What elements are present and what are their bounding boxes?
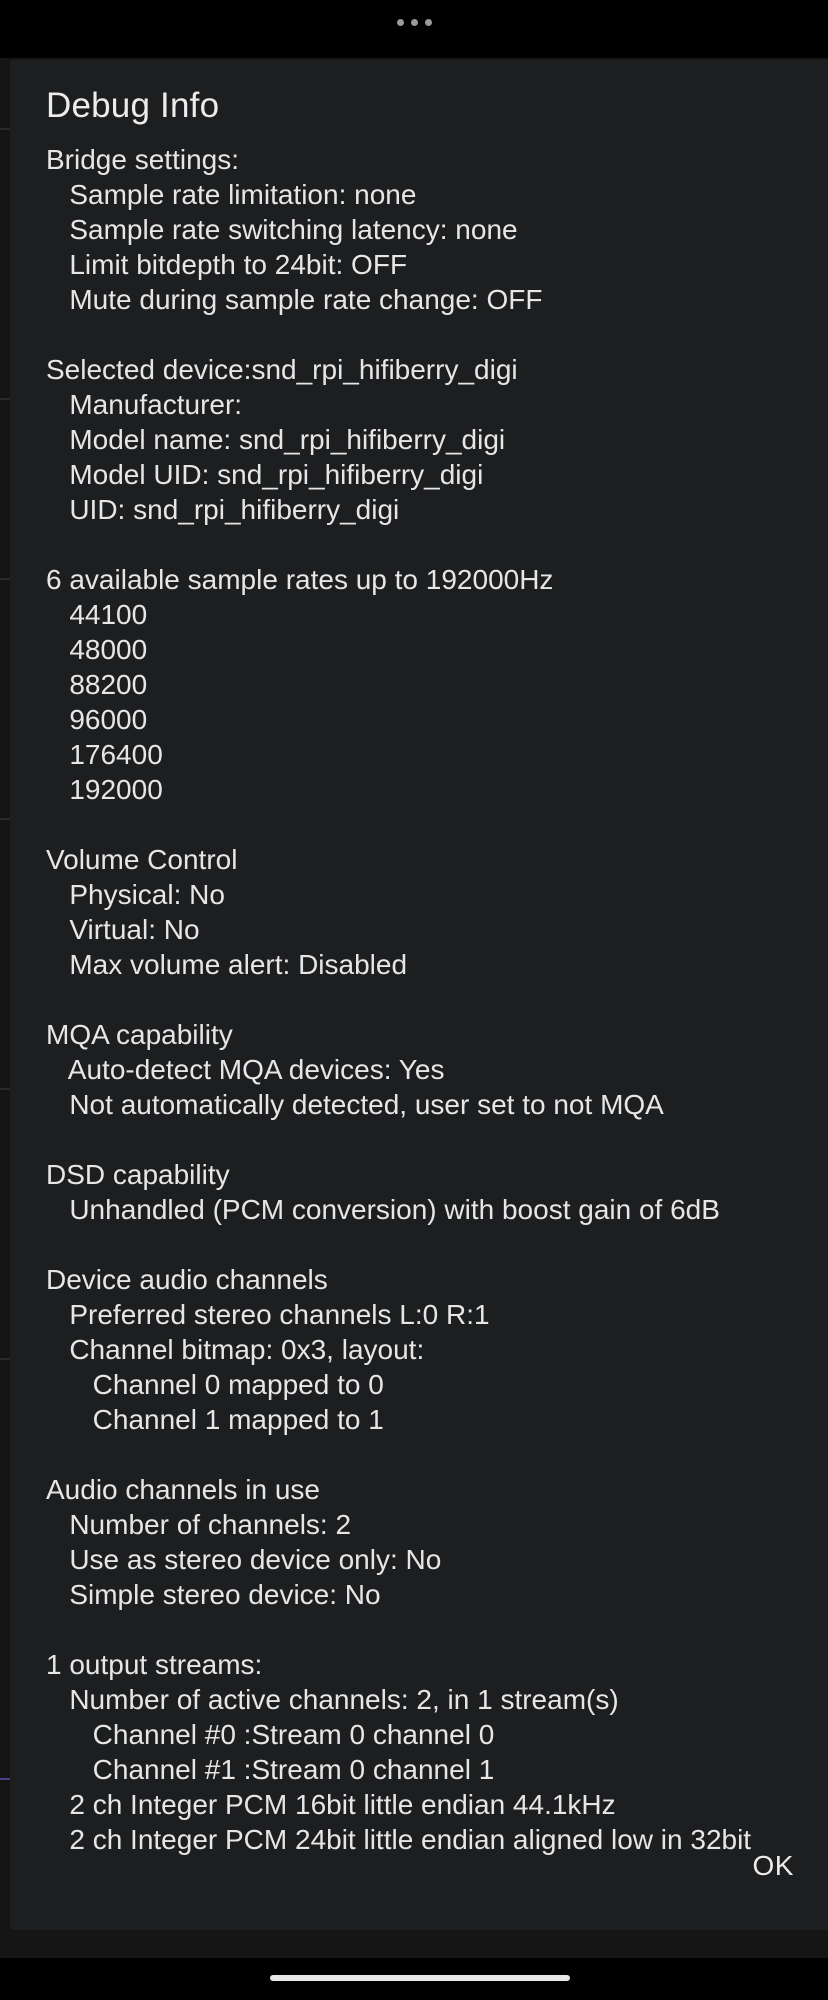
debug-line: Unhandled (PCM conversion) with boost gain of 6dB xyxy=(46,1194,720,1225)
debug-line: 176400 xyxy=(46,739,163,770)
debug-line: 6 available sample rates up to 192000Hz xyxy=(46,564,554,595)
debug-line: 192000 xyxy=(46,774,163,805)
dialog-title: Debug Info xyxy=(46,86,220,125)
debug-line: Number of channels: 2 xyxy=(46,1509,352,1540)
debug-line: Channel #0 :Stream 0 channel 0 xyxy=(46,1719,495,1750)
home-indicator[interactable] xyxy=(270,1975,570,1981)
debug-line: Number of active channels: 2, in 1 stream(s) xyxy=(46,1684,619,1715)
blank-line xyxy=(46,807,828,842)
debug-line: Volume Control xyxy=(46,844,238,875)
debug-line: Channel 1 mapped to 1 xyxy=(46,1404,384,1435)
debug-line: Model name: snd_rpi_hifiberry_digi xyxy=(46,424,506,455)
debug-line: Model UID: snd_rpi_hifiberry_digi xyxy=(46,459,484,490)
debug-line: Sample rate limitation: none xyxy=(46,179,417,210)
debug-line: Bridge settings: xyxy=(46,144,239,175)
debug-line: Channel 0 mapped to 0 xyxy=(46,1369,384,1400)
debug-line: Channel bitmap: 0x3, layout: xyxy=(46,1334,425,1365)
more-options-icon[interactable] xyxy=(0,10,828,34)
debug-line: 2 ch Integer PCM 16bit little endian 44.1kHz xyxy=(46,1789,616,1820)
ok-button[interactable]: OK xyxy=(737,1840,810,1892)
debug-line: 96000 xyxy=(46,704,148,735)
blank-line xyxy=(46,1122,828,1157)
debug-line: DSD capability xyxy=(46,1159,230,1190)
debug-line: MQA capability xyxy=(46,1019,233,1050)
debug-line: 44100 xyxy=(46,599,148,630)
debug-line: 48000 xyxy=(46,634,148,665)
blank-line xyxy=(46,982,828,1017)
debug-line: UID: snd_rpi_hifiberry_digi xyxy=(46,494,400,525)
debug-line: Virtual: No xyxy=(46,914,200,945)
debug-info-scroll[interactable] xyxy=(10,142,828,1902)
debug-line: Auto-detect MQA devices: Yes xyxy=(46,1054,445,1085)
debug-line: Max volume alert: Disabled xyxy=(46,949,408,980)
debug-line: 2 ch Integer PCM 24bit little endian aligned low in 32bit xyxy=(46,1824,752,1855)
blank-line xyxy=(46,317,828,352)
blank-line xyxy=(46,1227,828,1262)
debug-line: Physical: No xyxy=(46,879,225,910)
debug-line: Channel #1 :Stream 0 channel 1 xyxy=(46,1754,495,1785)
debug-line: Mute during sample rate change: OFF xyxy=(46,284,543,315)
debug-line: Manufacturer: xyxy=(46,389,243,420)
debug-line: Audio channels in use xyxy=(46,1474,320,1505)
debug-line: Sample rate switching latency: none xyxy=(46,214,518,245)
debug-line: 88200 xyxy=(46,669,148,700)
blank-line xyxy=(46,1612,828,1647)
debug-info-dialog xyxy=(10,60,828,1930)
debug-line: 1 output streams: xyxy=(46,1649,263,1680)
debug-line: Limit bitdepth to 24bit: OFF xyxy=(46,249,408,280)
blank-line xyxy=(46,1437,828,1472)
debug-line: Simple stereo device: No xyxy=(46,1579,381,1610)
debug-line: Device audio channels xyxy=(46,1264,328,1295)
debug-info-text xyxy=(10,142,828,1857)
debug-line: Not automatically detected, user set to not MQA xyxy=(46,1089,664,1120)
debug-line: Preferred stereo channels L:0 R:1 xyxy=(46,1299,490,1330)
blank-line xyxy=(46,527,828,562)
debug-line: Use as stereo device only: No xyxy=(46,1544,442,1575)
debug-line: Selected device:snd_rpi_hifiberry_digi xyxy=(46,354,518,385)
